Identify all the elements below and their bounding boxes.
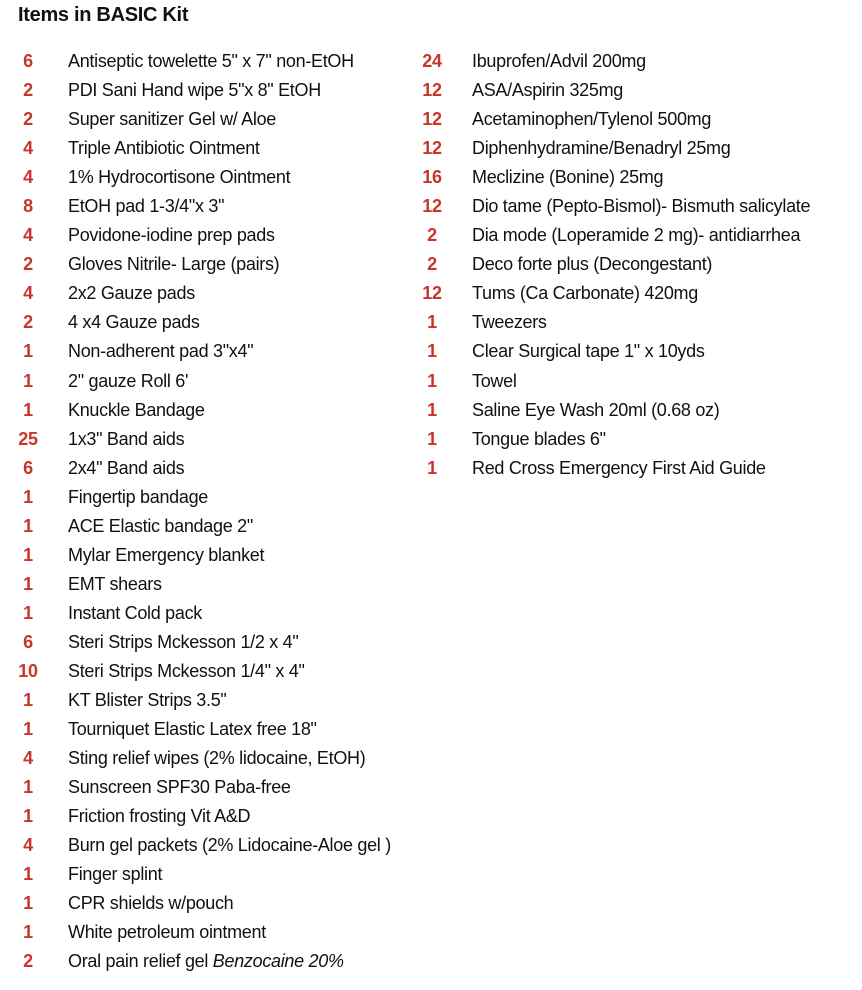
item-name-text: Oral pain relief gel — [68, 951, 213, 972]
item-name-text: Finger splint — [68, 864, 163, 885]
item-quantity: 1 — [427, 312, 437, 333]
item-name — [472, 109, 711, 130]
item-name-text: Dia mode (Loperamide 2 mg)- antidiarrhea — [472, 225, 801, 246]
item-quantity: 4 — [23, 835, 33, 856]
item-quantity: 4 — [23, 748, 33, 769]
item-name-text: Deco forte plus (Decongestant) — [472, 254, 713, 275]
item-quantity: 2 — [23, 312, 33, 333]
item-name-text: Super sanitizer Gel w/ Aloe — [68, 109, 277, 130]
item-name — [68, 574, 162, 595]
item-name-text: 2x2 Gauze pads — [68, 283, 195, 304]
item-name-text: Tums (Ca Carbonate) 420mg — [472, 283, 698, 304]
item-name-text: Knuckle Bandage — [68, 399, 205, 420]
item-quantity: 1 — [427, 457, 437, 478]
list-item — [405, 250, 862, 279]
list-item — [0, 396, 420, 425]
item-name-text: Towel — [472, 370, 517, 391]
item-name — [68, 80, 321, 101]
item-name — [472, 429, 606, 450]
item-name — [68, 487, 208, 508]
item-name — [68, 835, 391, 856]
item-name — [68, 777, 291, 798]
list-item — [0, 76, 420, 105]
item-quantity: 2 — [23, 80, 33, 101]
item-name-text: Mylar Emergency blanket — [68, 544, 265, 565]
list-item — [405, 396, 862, 425]
list-item — [0, 425, 420, 454]
item-name-text: Tourniquet Elastic Latex free 18" — [68, 719, 317, 740]
item-quantity: 25 — [18, 428, 38, 449]
item-quantity: 1 — [427, 370, 437, 391]
page-title: Items in BASIC Kit — [18, 4, 189, 26]
item-name-text: Fingertip bandage — [68, 486, 209, 507]
item-name — [472, 371, 517, 392]
item-quantity: 4 — [23, 167, 33, 188]
item-name — [472, 400, 719, 421]
item-name-text: Steri Strips Mckesson 1/4" x 4" — [68, 661, 305, 681]
list-item — [0, 802, 420, 831]
item-quantity: 1 — [23, 602, 33, 623]
list-item — [0, 134, 420, 163]
item-name-text: 4 x4 Gauze pads — [68, 312, 200, 333]
item-name-text: ASA/Aspirin 325mg — [472, 80, 623, 101]
item-quantity: 1 — [23, 573, 33, 594]
item-quantity: 12 — [422, 80, 442, 101]
item-name-text: Povidone-iodine prep pads — [68, 225, 275, 246]
item-name-text: ACE Elastic bandage 2" — [68, 515, 253, 536]
list-item — [0, 744, 420, 773]
item-name-text: CPR shields w/pouch — [68, 893, 234, 914]
item-name-text: Sting relief wipes (2% lidocaine, EtOH) — [68, 748, 366, 769]
list-item — [0, 918, 420, 947]
item-quantity: 1 — [23, 864, 33, 885]
list-item — [405, 279, 862, 308]
list-item — [0, 570, 420, 599]
list-item — [0, 541, 420, 570]
list-item — [0, 221, 420, 250]
item-name — [472, 225, 800, 246]
item-quantity: 1 — [427, 428, 437, 449]
list-item — [405, 163, 862, 192]
item-name-text: Antiseptic towelette 5" x 7" non-EtOH — [68, 51, 354, 72]
item-name — [68, 109, 276, 130]
list-item — [405, 47, 862, 76]
item-quantity: 12 — [422, 138, 442, 159]
item-name — [472, 254, 712, 275]
item-name — [68, 806, 250, 827]
item-quantity: 1 — [23, 719, 33, 740]
list-item — [0, 686, 420, 715]
item-name-text: Gloves Nitrile- Large (pairs) — [68, 254, 280, 275]
item-quantity: 6 — [23, 51, 33, 72]
item-name-text: KT Blister Strips 3.5" — [68, 690, 227, 711]
list-item — [0, 657, 420, 686]
item-name — [68, 371, 188, 392]
item-name-text: White petroleum ointment — [68, 922, 266, 943]
item-name-text: Ibuprofen/Advil 200mg — [472, 51, 646, 72]
list-item — [0, 628, 420, 657]
item-quantity: 24 — [422, 51, 442, 72]
list-item — [0, 367, 420, 396]
list-item — [0, 889, 420, 918]
item-quantity: 2 — [23, 951, 33, 972]
list-item — [0, 599, 420, 628]
item-name — [68, 196, 224, 217]
list-item — [0, 250, 420, 279]
item-quantity: 8 — [23, 196, 33, 217]
list-item — [0, 308, 420, 337]
item-quantity: 4 — [23, 225, 33, 246]
list-item — [405, 105, 862, 134]
item-name — [472, 458, 766, 479]
item-quantity: 4 — [23, 138, 33, 159]
item-name — [68, 312, 200, 333]
item-name — [472, 138, 730, 159]
list-item — [0, 192, 420, 221]
item-name — [68, 167, 290, 188]
item-name-text: Sunscreen SPF30 Paba-free — [68, 777, 291, 798]
list-item — [405, 425, 862, 454]
item-quantity: 1 — [427, 399, 437, 420]
item-quantity: 2 — [427, 225, 437, 246]
item-quantity: 2 — [23, 109, 33, 130]
item-name — [68, 864, 162, 885]
item-quantity: 12 — [422, 283, 442, 304]
item-name — [68, 516, 253, 537]
item-name — [68, 545, 264, 566]
item-quantity: 1 — [23, 399, 33, 420]
item-name-text: Red Cross Emergency First Aid Guide — [472, 457, 766, 478]
item-name — [68, 690, 227, 711]
list-item — [405, 221, 862, 250]
item-name — [472, 80, 623, 101]
item-quantity: 1 — [23, 806, 33, 827]
item-name-text: Saline Eye Wash 20ml (0.68 oz) — [472, 399, 720, 420]
list-item — [0, 860, 420, 889]
item-name — [68, 51, 354, 72]
item-name — [68, 225, 275, 246]
item-name-text: Tongue blades 6" — [472, 428, 606, 449]
list-item — [0, 337, 420, 366]
right-item-list — [405, 47, 862, 483]
item-name-text: PDI Sani Hand wipe 5"x 8" EtOH — [68, 80, 321, 101]
item-quantity: 10 — [18, 661, 38, 681]
item-name-text: Meclizine (Bonine) 25mg — [472, 167, 664, 188]
item-name — [68, 400, 205, 421]
item-name-text: 2" gauze Roll 6' — [68, 370, 189, 391]
list-item — [405, 192, 862, 221]
list-item — [405, 454, 862, 483]
item-name — [68, 254, 279, 275]
list-item — [0, 105, 420, 134]
item-name-text: 1x3" Band aids — [68, 428, 185, 449]
item-name — [68, 719, 317, 740]
item-quantity: 1 — [23, 370, 33, 391]
item-name — [472, 196, 810, 217]
item-name-text: Non-adherent pad 3"x4" — [68, 341, 254, 362]
item-name-text: Tweezers — [472, 312, 547, 333]
item-name-text: EtOH pad 1-3/4"x 3" — [68, 196, 225, 217]
item-name — [472, 283, 698, 304]
item-quantity: 6 — [23, 631, 33, 652]
item-name — [472, 341, 705, 362]
item-name — [68, 951, 344, 972]
item-name — [68, 458, 184, 479]
item-quantity: 12 — [422, 109, 442, 130]
item-quantity: 1 — [23, 486, 33, 507]
item-name — [68, 341, 253, 362]
item-name — [68, 138, 260, 159]
list-item — [405, 337, 862, 366]
list-item — [0, 715, 420, 744]
list-item — [0, 163, 420, 192]
item-quantity: 1 — [23, 777, 33, 798]
item-name — [68, 283, 195, 304]
item-quantity: 4 — [23, 283, 33, 304]
list-item — [0, 47, 420, 76]
item-quantity: 1 — [427, 341, 437, 362]
item-name — [68, 893, 233, 914]
item-name-text: EMT shears — [68, 573, 162, 594]
item-name-text: Instant Cold pack — [68, 602, 202, 623]
item-quantity: 1 — [23, 515, 33, 536]
item-name — [68, 748, 365, 769]
item-name-text: Steri Strips Mckesson 1/2 x 4" — [68, 631, 299, 652]
item-quantity: 1 — [23, 922, 33, 943]
item-name-text: Diphenhydramine/Benadryl 25mg — [472, 138, 731, 159]
item-quantity: 1 — [23, 341, 33, 362]
list-item — [0, 454, 420, 483]
item-name — [68, 603, 202, 624]
item-name-text: Burn gel packets (2% Lidocaine-Aloe gel ) — [68, 835, 391, 856]
item-quantity: 16 — [422, 167, 442, 188]
item-name — [68, 429, 184, 450]
item-name-text: Triple Antibiotic Ointment — [68, 138, 260, 159]
item-name — [472, 167, 663, 188]
item-name — [68, 922, 266, 943]
item-name — [472, 312, 547, 333]
item-name-text: Dio tame (Pepto-Bismol)- Bismuth salicylate — [472, 196, 811, 217]
item-name-text: Clear Surgical tape 1" x 10yds — [472, 341, 705, 362]
left-item-list — [0, 47, 420, 977]
list-item — [405, 367, 862, 396]
item-name-text: Acetaminophen/Tylenol 500mg — [472, 109, 712, 130]
item-name-text: 1% Hydrocortisone Ointment — [68, 167, 291, 188]
list-item — [0, 279, 420, 308]
item-name-text: 2x4" Band aids — [68, 457, 185, 478]
item-quantity: 1 — [23, 544, 33, 565]
list-item — [0, 773, 420, 802]
item-name — [68, 632, 298, 653]
list-item — [405, 76, 862, 105]
item-quantity: 1 — [23, 690, 33, 711]
item-quantity: 2 — [427, 254, 437, 275]
item-name-text: Friction frosting Vit A&D — [68, 806, 251, 827]
list-item — [0, 947, 420, 976]
item-name — [472, 51, 646, 72]
item-quantity: 1 — [23, 893, 33, 914]
item-quantity: 12 — [422, 196, 442, 217]
list-item — [405, 134, 862, 163]
list-item — [0, 831, 420, 860]
item-quantity: 2 — [23, 254, 33, 275]
list-item — [0, 512, 420, 541]
list-item — [0, 483, 420, 512]
item-quantity: 6 — [23, 457, 33, 478]
list-item — [405, 308, 862, 337]
item-name — [68, 661, 305, 682]
item-name-italic: Benzocaine 20% — [212, 951, 344, 972]
